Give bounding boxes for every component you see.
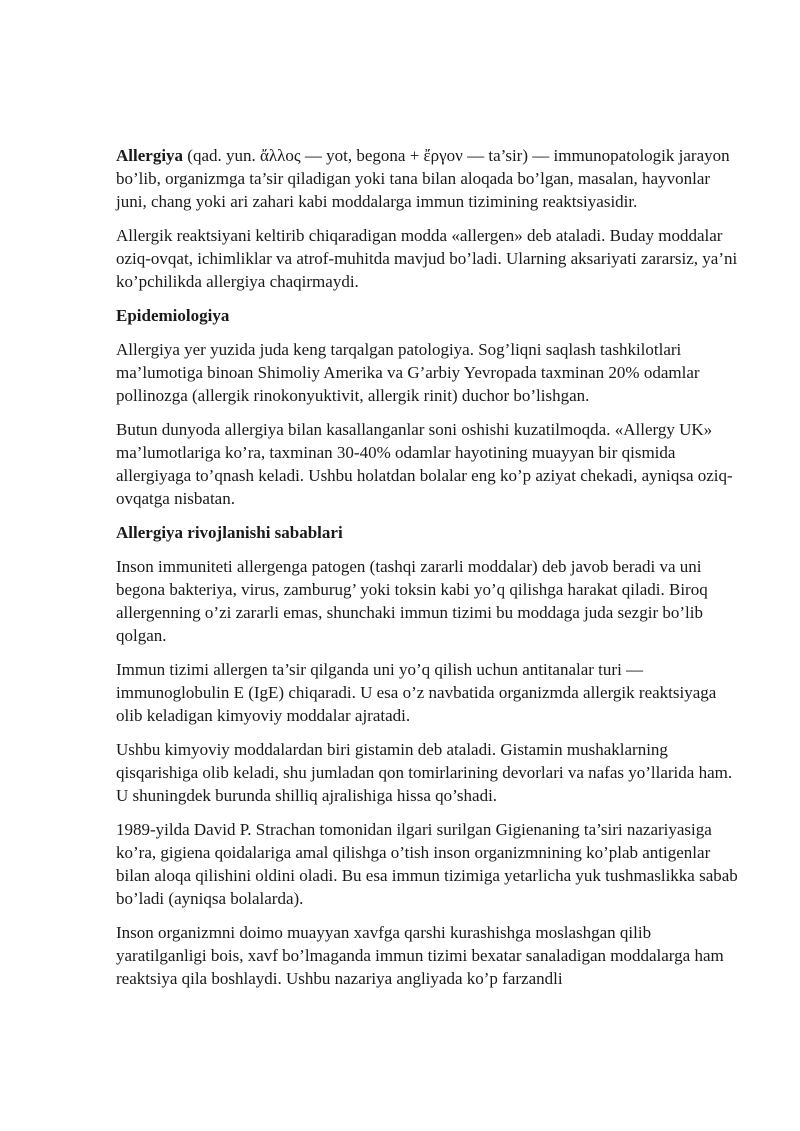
epidemiology-paragraph-2: Butun dunyoda allergiya bilan kasallanganlar soni oshishi kuzatilmoqda. «Allergy UK» ma’lumotlariga ko’ra, taxminan 30-40% odamlar hayotining muayyan bir qismida allergiyaga to’qnash keladi. Ushbu holatdan bolalar eng ko’p aziyat chekadi, ayniqsa oziq-ovqatga nisbatan.: [116, 420, 733, 508]
causes-heading: Allergiya rivojlanishi sabablari: [116, 523, 343, 542]
epidemiology-heading: Epidemiologiya: [116, 306, 230, 325]
allergen-paragraph: Allergik reaktsiyani keltirib chiqaradigan modda «allergen» deb ataladi. Buday moddalar oziq-ovqat, ichimliklar va atrof-muhitda mavjud bo’ladi. Ularning aksariyati zararsiz, ya’ni ko’pchilikda allergiya chaqirmaydi.: [116, 226, 738, 291]
causes-paragraph-5: Inson organizmni doimo muayyan xavfga qarshi kurashishga moslashgan qilib yaratilganligi bois, xavf bo’lmaganda immun tizimi bexatar sanaladigan moddalarga ham reaktsiya qila boshlaydi. Ushbu nazariya angliyada ko’p farzandli: [116, 923, 724, 988]
intro-term: Allergiya: [116, 146, 184, 165]
epidemiology-paragraph-1: Allergiya yer yuzida juda keng tarqalgan patologiya. Sog’liqni saqlash tashkilotlari ma’lumotiga binoan Shimoliy Amerika va G’arbiy Yevropada taxminan 20% odamlar pollinozga (allergik rinokonyuktivit, allergik rinit) duchor bo’lishgan.: [116, 340, 700, 405]
causes-paragraph-1: Inson immuniteti allergenga patogen (tashqi zararli moddalar) deb javob beradi va uni begona bakteriya, virus, zamburug’ yoki toksin kabi yo’q qilishga harakat qiladi. Biroq allergenning o’zi zararli emas, shunchaki immun tizimi bu moddaga juda sezgir bo’lib qolgan.: [116, 557, 708, 645]
causes-paragraph-3: Ushbu kimyoviy moddalardan biri gistamin deb ataladi. Gistamin mushaklarning qisqarishiga olib keladi, shu jumladan qon tomirlarining devorlari va nafas yo’llarida ham. U shuningdek burunda shilliq ajralishiga hissa qo’shadi.: [116, 740, 733, 805]
causes-paragraph-2: Immun tizimi allergen ta’sir qilganda uni yo’q qilish uchun antitanalar turi — immunoglobulin E (IgE) chiqaradi. U esa o’z navbatida organizmda allergik reaktsiyaga olib keladigan kimyoviy moddalar ajratadi.: [116, 660, 717, 725]
intro-paragraph: [116, 144, 744, 213]
causes-paragraph-4: 1989-yilda David P. Strachan tomonidan ilgari surilgan Gigienaning ta’siri nazariyasiga ko’ra, gigiena qoidalariga amal qilishga o’tish inson organizmnining ko’plab antigenlar bilan aloqa qilishini oldini oladi. Bu esa immun tizimiga yetarlicha yuk tushmaslikka sabab bo’ladi (ayniqsa bolalarda).: [116, 820, 738, 908]
document-page: [116, 144, 744, 1001]
intro-text: (qad. yun. ἄλλος — yot, begona + ἔργον — ta’sir) — immunopatologik jarayon bo’lib, organizmga ta’sir qiladigan yoki tana bilan aloqada bo’lgan, masalan, hayvonlar juni, chang yoki ari zahari kabi moddalarga immun tizimining reaktsiyasidir.: [116, 146, 730, 211]
